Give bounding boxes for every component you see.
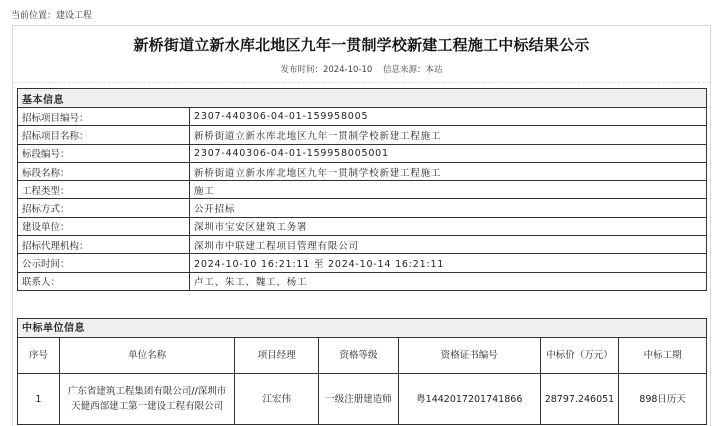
notice-panel	[12, 25, 711, 426]
column-header: 项目经理	[235, 338, 319, 374]
column-header: 中标工期	[619, 338, 707, 374]
table-cell: 广东省建筑工程集团有限公司//深圳市天健西部建工第一建设工程有限公司	[59, 374, 234, 425]
info-label: 招标代理机构：	[18, 236, 190, 254]
table-header-row	[18, 338, 707, 374]
info-source: 信息来源：本站	[383, 65, 443, 75]
info-row	[18, 126, 707, 144]
breadcrumb: 当前位置：建设工程	[11, 11, 93, 21]
info-value: 施工	[190, 181, 707, 199]
info-label: 标段编号：	[18, 144, 190, 162]
info-row	[18, 272, 707, 290]
column-header: 资格证书编号	[398, 338, 540, 374]
info-row	[18, 162, 707, 180]
column-header: 序号	[18, 338, 60, 374]
table-cell: 江宏伟	[235, 374, 319, 425]
column-header: 中标价（万元）	[540, 338, 619, 374]
info-value: 公开招标	[190, 199, 707, 217]
info-label: 公示时间：	[18, 254, 190, 272]
info-row	[18, 108, 707, 126]
info-value: 2307-440306-04-01-159958005	[190, 108, 707, 126]
info-value: 深圳市宝安区建筑工务署	[190, 217, 707, 235]
info-row	[18, 199, 707, 217]
info-row	[18, 144, 707, 162]
table-cell: 898日历天	[619, 374, 707, 425]
info-label: 工程类型：	[18, 181, 190, 199]
info-row	[18, 217, 707, 235]
info-label: 建设单位：	[18, 217, 190, 235]
info-value: 新桥街道立新水库北地区九年一贯制学校新建工程施工	[190, 162, 707, 180]
divider	[13, 82, 710, 83]
info-row	[18, 254, 707, 272]
info-value: 深圳市中联建工程项目管理有限公司	[190, 236, 707, 254]
info-value: 2024-10-10 16:21:11 至 2024-10-14 16:21:11	[190, 254, 707, 272]
info-label: 联系人：	[18, 272, 190, 290]
basic-info-heading: 基本信息	[18, 89, 707, 108]
column-header: 单位名称	[59, 338, 234, 374]
info-row	[18, 236, 707, 254]
table-cell: 粤1442017201741866	[398, 374, 540, 425]
info-value: 卢工、朱工、魏工、杨工	[190, 272, 707, 290]
info-label: 招标项目名称：	[18, 126, 190, 144]
table-cell: 28797.246051	[540, 374, 619, 425]
info-value: 2307-440306-04-01-159958005001	[190, 144, 707, 162]
publish-date: 发布时间：2024-10-10	[280, 65, 373, 75]
winner-info-heading: 中标单位信息	[18, 319, 707, 338]
info-row	[18, 181, 707, 199]
page-title: 新桥街道立新水库北地区九年一贯制学校新建工程施工中标结果公示	[133, 36, 590, 54]
info-value: 新桥街道立新水库北地区九年一贯制学校新建工程施工	[190, 126, 707, 144]
info-label: 招标项目编号：	[18, 108, 190, 126]
table-cell: 一级注册建造师	[319, 374, 399, 425]
column-header: 资格等级	[319, 338, 399, 374]
info-label: 标段名称：	[18, 162, 190, 180]
info-label: 招标方式：	[18, 199, 190, 217]
table-cell: 1	[18, 374, 60, 425]
publish-meta	[13, 63, 710, 75]
basic-info-table	[17, 88, 707, 291]
winner-info-table	[17, 318, 707, 425]
